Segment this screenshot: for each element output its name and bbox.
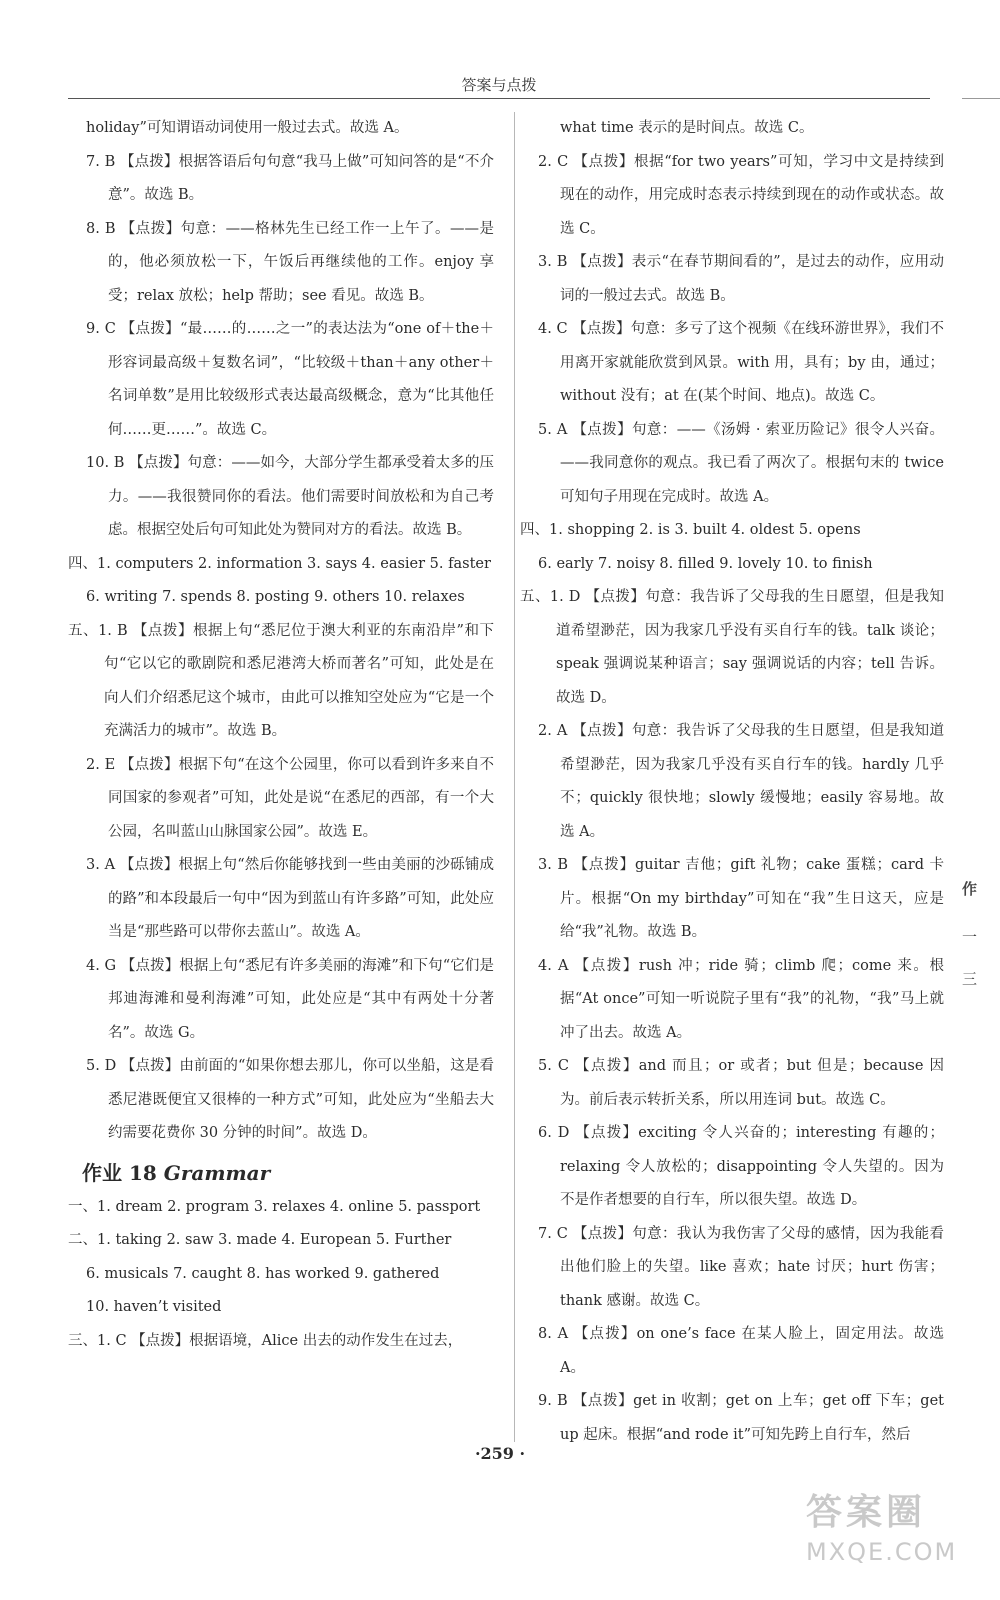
answer-item: 2. A 【点拨】句意：我告诉了父母我的生日愿望，但是我知道希望渺茫，因为我家几乎没有买自行车的钱。hardly 几乎不；quickly 很快地；slowly 缓慢地；easily 容易地。故选 A。 xyxy=(538,723,944,840)
edge-fragment: 作 xyxy=(962,880,978,898)
answer-item: 3. B 【点拨】表示“在春节期间看的”，是过去的动作，应用动词的一般过去式。故选 B。 xyxy=(538,254,944,304)
grammar-answers: 10. haven’t visited xyxy=(86,1299,222,1315)
page-number: ·259 · xyxy=(474,1444,526,1463)
section-4-answers: 6. early 7. noisy 8. filled 9. lovely 10. to finish xyxy=(538,555,873,572)
right-column xyxy=(520,112,944,1452)
answer-item: 5. D 【点拨】由前面的“如果你想去那儿，你可以坐船，这是看悉尼港既便宜又很棒的一种方式”可知，此处应为“坐船去大约需要花费你 30 分钟的时间”。故选 D。 xyxy=(86,1058,494,1141)
column-divider xyxy=(514,112,515,1442)
answer-item: 五、1. D 【点拨】句意：我告诉了父母我的生日愿望，但是我知道希望渺茫，因为我家几乎没有买自行车的钱。talk 谈论；speak 强调说某种语言；say 强调说话的内容；tell 告诉。故选 D。 xyxy=(520,589,944,706)
header-rule xyxy=(68,98,930,99)
watermark-logo xyxy=(806,1488,986,1596)
section-4-answers: 四、1. computers 2. information 3. says 4. easier 5. faster xyxy=(68,555,491,572)
grammar-answers: 二、1. taking 2. saw 3. made 4. European 5. Further xyxy=(68,1232,452,1248)
section-4-answers: 四、1. shopping 2. is 3. built 4. oldest 5. opens xyxy=(520,522,861,538)
answer-item: 3. B 【点拨】guitar 吉他；gift 礼物；cake 蛋糕；card 卡片。根据“On my birthday”可知在“我”生日这天，应是给“我”礼物。故选 B。 xyxy=(538,857,944,940)
left-column xyxy=(68,112,494,1358)
answer-item: 五、1. B 【点拨】根据上句“悉尼位于澳大利亚的东南沿岸”和下句“它以它的歌剧院和悉尼港湾大桥而著名”可知，此处是在向人们介绍悉尼这个城市，由此可以推知空处应为“它是一个充满活力的城市”。故选 B。 xyxy=(68,622,494,739)
answer-item: 3. A 【点拨】根据上句“然后你能够找到一些由美丽的沙砾铺成的路”和本段最后一句中“因为到蓝山有许多路”可知，此处应当是“那些路可以带你去蓝山”。故选 A。 xyxy=(86,857,494,940)
answer-item: 5. C 【点拨】and 而且；or 或者；but 但是；because 因为。前后表示转折关系，所以用连词 but。故选 C。 xyxy=(538,1058,944,1108)
answer-line: holiday”可知谓语动词使用一般过去式。故选 A。 xyxy=(86,120,409,136)
answer-item: 6. D 【点拨】exciting 令人兴奋的；interesting 有趣的；relaxing 令人放松的；disappointing 令人失望的。因为不是作者想要的自行车，所以很失望。故选 D。 xyxy=(538,1125,944,1208)
edge-fragment: 一 xyxy=(962,928,978,946)
answer-item: 8. B 【点拨】句意：——格林先生已经工作一上午了。——是的，他必须放松一下，午饭后再继续他的工作。enjoy 享受；relax 放松；help 帮助；see 看见。故选 B。 xyxy=(86,220,494,304)
section-4-answers: 6. writing 7. spends 8. posting 9. others 10. relaxes xyxy=(86,589,465,605)
grammar-answers: 6. musicals 7. caught 8. has worked 9. gathered xyxy=(86,1265,440,1282)
answer-item: 4. G 【点拨】根据上句“悉尼有许多美丽的海滩”和下句“它们是邦迪海滩和曼利海滩”可知，此处应是“其中有两处十分著名”。故选 G。 xyxy=(86,957,494,1041)
answer-item: 8. A 【点拨】on one’s face 在某人脸上，固定用法。故选 A。 xyxy=(538,1326,944,1376)
answer-item: 2. C 【点拨】根据“for two years”可知，学习中文是持续到现在的动作，用完成时态表示持续到现在的动作或状态。故选 C。 xyxy=(538,153,944,237)
edge-rule xyxy=(962,98,1000,99)
section-title xyxy=(82,1155,494,1191)
section-title-en: Grammar xyxy=(163,1160,271,1185)
watermark-url: MXQE.COM xyxy=(806,1538,958,1566)
answer-item: 4. A 【点拨】rush 冲；ride 骑；climb 爬；come 来。根据“At once”可知一听说院子里有“我”的礼物，“我”马上就冲了出去。故选 A。 xyxy=(538,957,944,1041)
running-header: 答案与点拨 xyxy=(461,76,537,94)
edge-fragment: 三 xyxy=(962,970,978,988)
watermark-text: 答案圈 xyxy=(806,1492,927,1533)
answer-item: 7. B 【点拨】根据答语后句句意“我马上做”可知问答的是“不介意”。故选 B。 xyxy=(86,153,494,203)
answer-item: 5. A 【点拨】句意：——《汤姆 · 索亚历险记》很令人兴奋。——我同意你的观点。我已看了两次了。根据句末的 twice 可知句子用现在完成时。故选 A。 xyxy=(538,421,944,505)
grammar-answers: 一、1. dream 2. program 3. relaxes 4. online 5. passport xyxy=(68,1198,481,1215)
answer-item: 7. C 【点拨】句意：我认为我伤害了父母的感情，因为我能看出他们脸上的失望。like 喜欢；hate 讨厌；hurt 伤害；thank 感谢。故选 C。 xyxy=(538,1225,944,1309)
answer-item: 4. C 【点拨】句意：多亏了这个视频《在线环游世界》，我们不用离开家就能欣赏到风景。with 用，具有；by 由，通过；without 没有；at 在(某个时间、地点)。故选 C。 xyxy=(538,321,944,404)
answer-item: 9. C 【点拨】“最……的……之一”的表达法为“one of＋the＋形容词最高级＋复数名词”，“比较级＋than＋any other＋名词单数”是用比较级形式表达最高级概念，意为“比其他任何……更……”。故选 C。 xyxy=(86,321,494,438)
answer-item: 10. B 【点拨】句意：——如今，大部分学生都承受着太多的压力。——我很赞同你的看法。他们需要时间放松和为自己考虑。根据空处后句可知此处为赞同对方的看法。故选 B。 xyxy=(86,455,494,538)
answer-item: 2. E 【点拨】根据下句“在这个公园里，你可以看到许多来自不同国家的参观者”可知，此处是说“在悉尼的西部，有一个大公园，名叫蓝山山脉国家公园”。故选 E。 xyxy=(86,756,494,840)
grammar-answers: 三、1. C 【点拨】根据语境，Alice 出去的动作发生在过去， xyxy=(68,1332,463,1349)
answer-line: what time 表示的是时间点。故选 C。 xyxy=(560,120,814,136)
answer-item: 9. B 【点拨】get in 收割；get on 上车；get off 下车；get up 起床。根据“and rode it”可知先跨上自行车，然后 xyxy=(538,1393,944,1443)
section-title-cn: 作业 18 xyxy=(82,1160,157,1185)
